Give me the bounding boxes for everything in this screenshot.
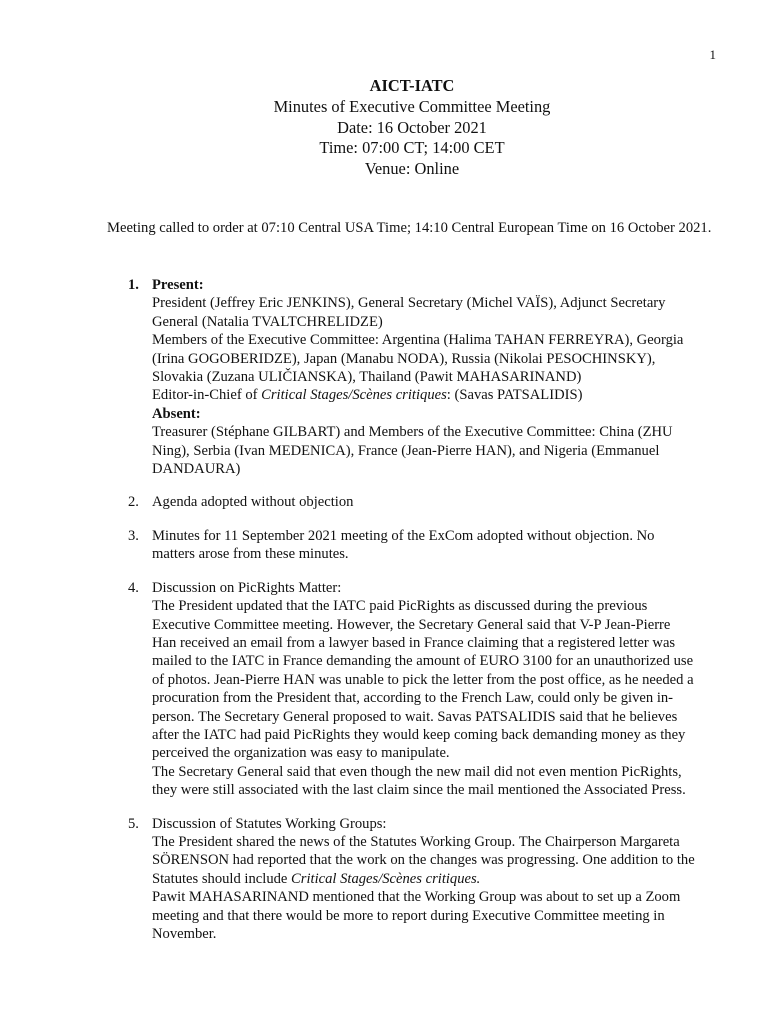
- item-line: General (Natalia TVALTCHRELIDZE): [152, 313, 383, 330]
- item-line: Members of the Executive Committee: Argentina (Halima TAHAN FERREYRA), Georgia: [152, 332, 684, 349]
- item-line: matters arose from these minutes.: [152, 546, 349, 563]
- item-line: Executive Committee meeting. However, the Secretary General said that V-P Jean-Pierre: [152, 616, 671, 633]
- item-line: they were still associated with the last claim since the mail mentioned the Associated Press.: [152, 782, 686, 799]
- item-heading: Discussion on PicRights Matter:: [152, 579, 342, 596]
- item-line: [152, 870, 728, 888]
- item-line: Slovakia (Zuzana ULIČIANSKA), Thailand (Pawit MAHASARINAND): [152, 369, 582, 386]
- item-line: of photos. Jean-Pierre HAN was unable to pick the letter from the post office, as he needed a: [152, 671, 694, 688]
- agenda-item-agenda: [128, 493, 728, 511]
- item-line: Pawit MAHASARINAND mentioned that the Working Group was about to set up a Zoom: [152, 889, 681, 906]
- item-heading: Discussion of Statutes Working Groups:: [152, 815, 387, 832]
- item-line: mailed to the IATC in France demanding the amount of EURO 3100 for an unauthorized use: [152, 653, 694, 670]
- text-run: : (Savas PATSALIDIS): [446, 387, 583, 404]
- agenda-item-picrights: [128, 579, 728, 800]
- item-line: meeting and that there would be more to report during Executive Committee meeting in: [152, 907, 665, 924]
- text-run: Statutes should include: [152, 870, 292, 887]
- item-line: SÖRENSON had reported that the work on the changes was progressing. One addition to the: [152, 852, 695, 869]
- page-number: 1: [709, 47, 716, 62]
- item-line: Agenda adopted without objection: [152, 494, 354, 511]
- item-line: The Secretary General said that even though the new mail did not even mention PicRights,: [152, 763, 682, 780]
- intro-line: 2021.: [678, 220, 712, 236]
- item-line: person. The Secretary General proposed to wait. Savas PATSALIDIS said that he believes: [152, 708, 678, 725]
- item-heading: Present:: [152, 277, 204, 293]
- document-header: [0, 76, 770, 180]
- agenda-item-minutes: [128, 527, 728, 564]
- meeting-date: Date: 16 October 2021: [337, 117, 487, 137]
- item-line: perceived the organization was easy to manipulate.: [152, 745, 450, 762]
- item-line: after the IATC had paid PicRights they would keep coming back demanding money as they: [152, 726, 686, 743]
- item-number: 2.: [128, 494, 139, 511]
- item-line: Treasurer (Stéphane GILBART) and Members of the Executive Committee: China (ZHU: [152, 424, 673, 441]
- journal-title: Critical Stages/Scènes critiques: [261, 387, 447, 404]
- document-title: Minutes of Executive Committee Meeting: [273, 96, 551, 116]
- item-line: November.: [152, 926, 217, 942]
- item-line: [152, 386, 728, 404]
- item-line: Minutes for 11 September 2021 meeting of the ExCom adopted without objection. No: [152, 527, 655, 544]
- text-run: Editor-in-Chief of: [152, 387, 262, 404]
- item-line: The President shared the news of the Statutes Working Group. The Chairperson Margareta: [152, 833, 680, 850]
- item-line: (Irina GOGOBERIDZE), Japan (Manabu NODA), Russia (Nikolai PESOCHINSKY),: [152, 350, 656, 367]
- agenda-items: [128, 276, 728, 958]
- meeting-venue: Venue: Online: [364, 159, 460, 179]
- organization-name: AICT-IATC: [369, 76, 455, 95]
- meeting-time: Time: 07:00 CT; 14:00 CET: [319, 138, 505, 158]
- item-line: Han received an email from a lawyer based in France claiming that a registered letter was: [152, 634, 676, 651]
- item-line: Ning), Serbia (Ivan MEDENICA), France (Jean-Pierre HAN), and Nigeria (Emmanuel: [152, 442, 660, 459]
- agenda-item-statutes: [128, 815, 728, 944]
- item-number: 1.: [128, 277, 139, 293]
- item-line: President (Jeffrey Eric JENKINS), General Secretary (Michel VAÏS), Adjunct Secretary: [152, 295, 666, 312]
- journal-title: Critical Stages/Scènes critiques.: [291, 870, 481, 887]
- agenda-item-present: [128, 276, 728, 478]
- absent-heading: Absent:: [152, 405, 201, 422]
- intro-paragraph: [107, 219, 717, 237]
- item-line: procuration from the President that, according to the French Law, could only be given in-: [152, 690, 674, 707]
- item-line: The President updated that the IATC paid PicRights as discussed during the previous: [152, 598, 648, 615]
- item-number: 3.: [128, 527, 139, 544]
- intro-line: Meeting called to order at 07:10 Central USA Time; 14:10 Central European Time on 16 October: [107, 220, 675, 236]
- item-number: 5.: [128, 815, 139, 832]
- item-number: 4.: [128, 579, 139, 596]
- item-line: DANDAURA): [152, 461, 241, 478]
